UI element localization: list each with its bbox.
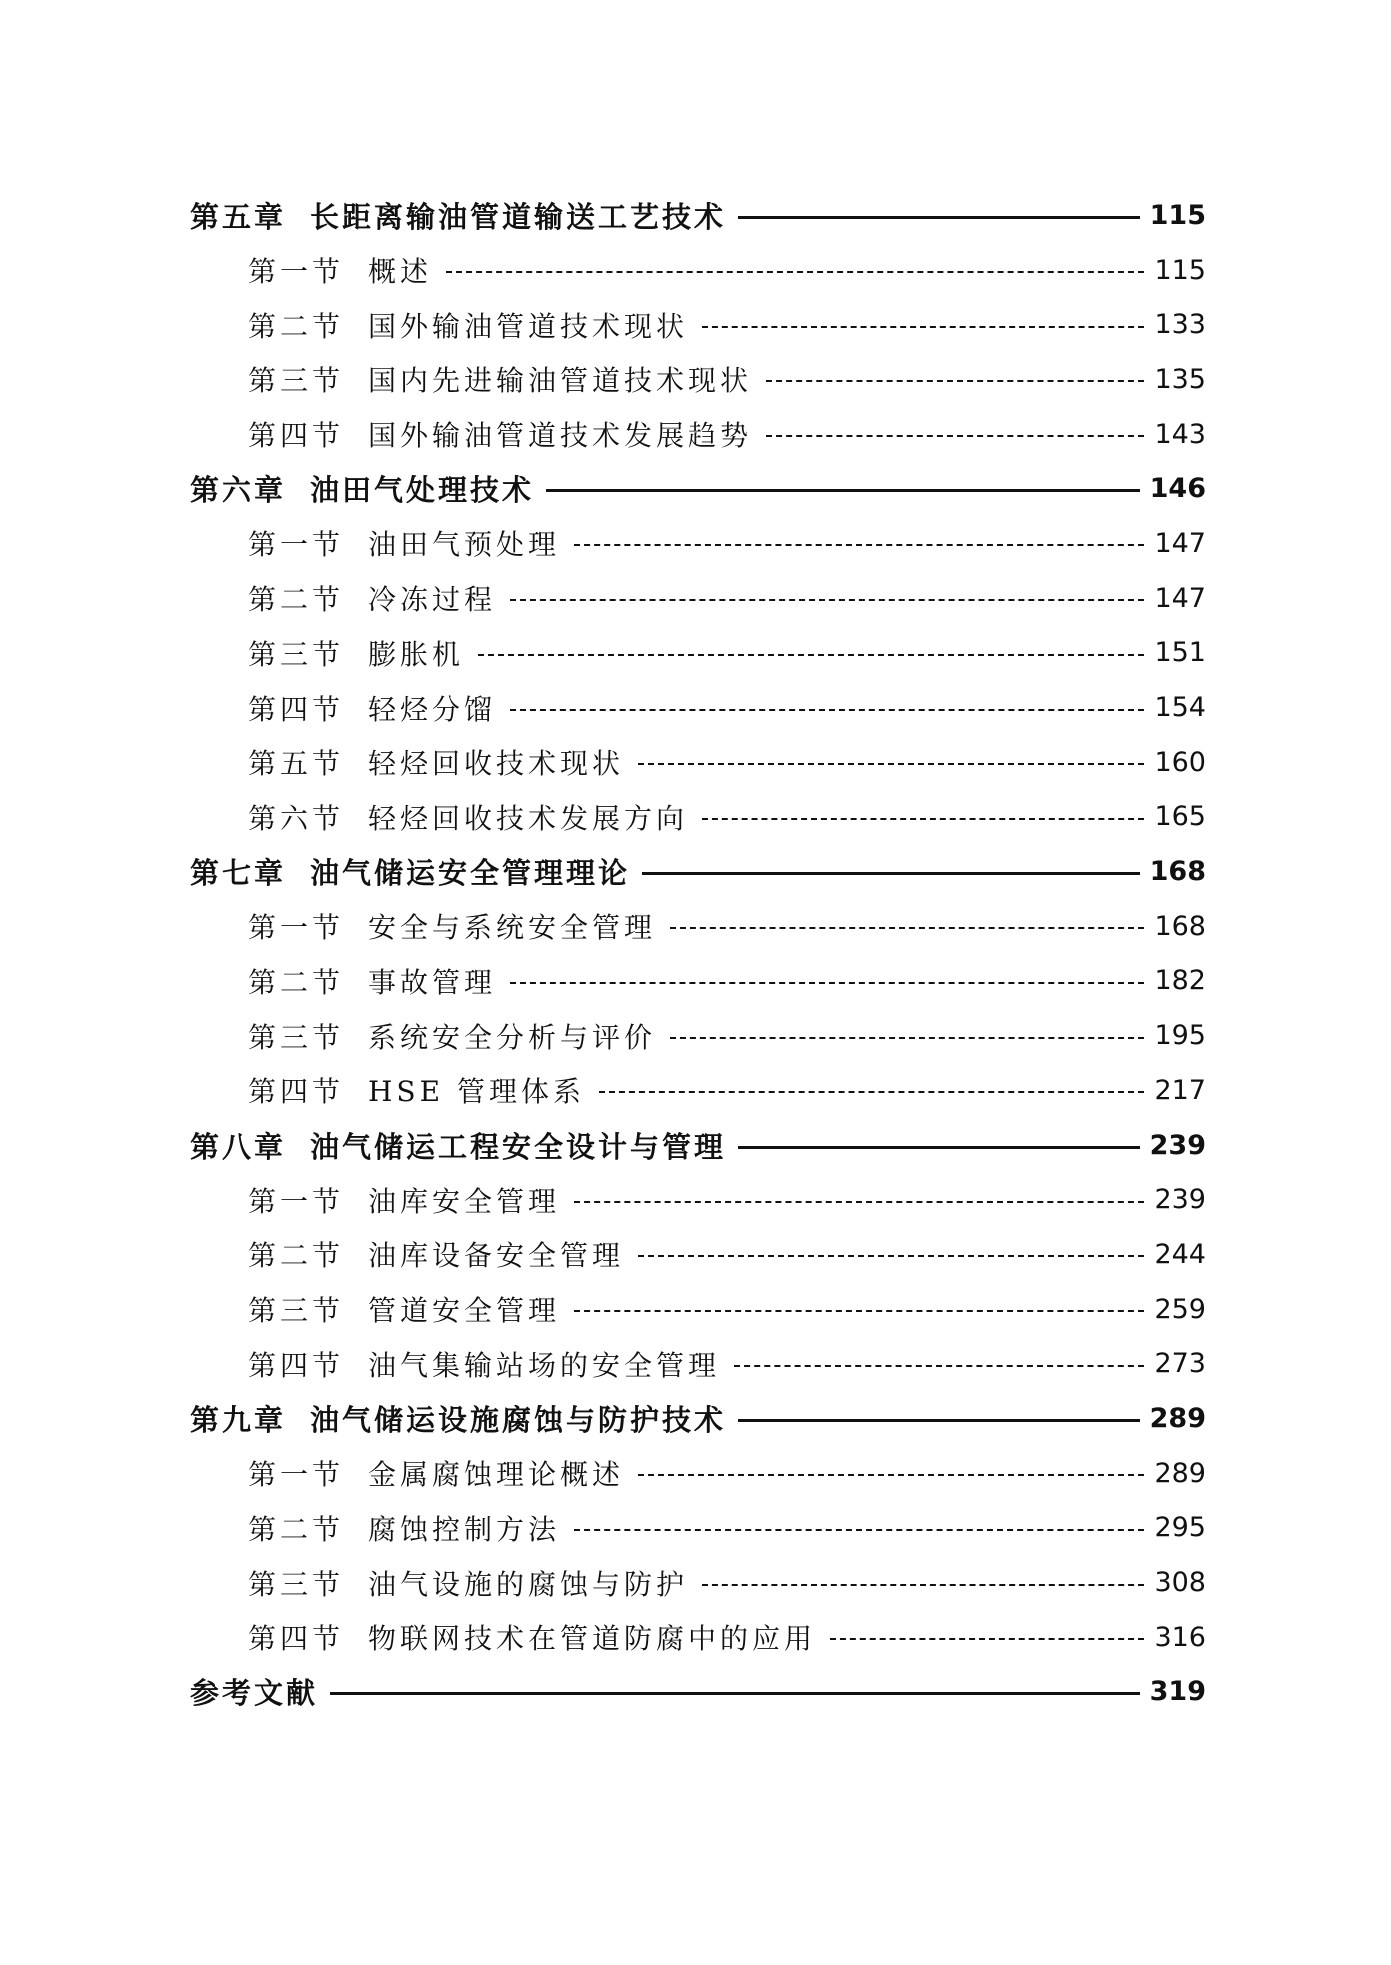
dot-leader bbox=[638, 763, 1144, 765]
toc-chapter-row[interactable] bbox=[190, 1391, 1206, 1446]
dot-leader bbox=[738, 1146, 1140, 1149]
chapter-number: 第九章 bbox=[190, 1402, 287, 1437]
toc-entry-label bbox=[248, 1453, 624, 1493]
section-number: 第二节 bbox=[248, 1239, 345, 1273]
section-title: 金属腐蚀理论概述 bbox=[368, 1458, 625, 1492]
section-number: 第三节 bbox=[248, 364, 345, 398]
dot-leader bbox=[670, 927, 1144, 929]
toc-section-row[interactable] bbox=[190, 352, 1206, 407]
toc-section-row[interactable] bbox=[190, 954, 1206, 1009]
page-number: 165 bbox=[1154, 801, 1206, 833]
dot-leader bbox=[642, 872, 1140, 875]
section-number: 第四节 bbox=[248, 419, 345, 453]
table-of-contents bbox=[190, 188, 1206, 1719]
section-number: 第二节 bbox=[248, 1512, 345, 1546]
page-number: 289 bbox=[1154, 1457, 1206, 1489]
page-number: 295 bbox=[1154, 1512, 1206, 1544]
section-title: 系统安全分析与评价 bbox=[368, 1020, 657, 1054]
page-number: 244 bbox=[1154, 1238, 1206, 1270]
toc-entry-label bbox=[190, 468, 534, 509]
toc-entry-label bbox=[248, 742, 624, 782]
page-number: 147 bbox=[1154, 527, 1206, 559]
page-number: 239 bbox=[1154, 1184, 1206, 1216]
toc-entry-label bbox=[248, 688, 496, 728]
toc-entry-label bbox=[248, 906, 656, 946]
page-number: 239 bbox=[1149, 1129, 1206, 1161]
section-number: 第二节 bbox=[248, 965, 345, 999]
toc-section-row[interactable] bbox=[190, 680, 1206, 735]
chapter-title: 油田气处理技术 bbox=[310, 473, 535, 508]
section-number: 第一节 bbox=[248, 255, 345, 289]
section-title: 事故管理 bbox=[368, 965, 497, 999]
section-number: 第五节 bbox=[248, 747, 345, 781]
toc-entry-label bbox=[248, 1180, 560, 1220]
dot-leader bbox=[546, 489, 1140, 492]
toc-section-row[interactable] bbox=[190, 571, 1206, 626]
section-number: 第三节 bbox=[248, 1294, 345, 1328]
page-number: 115 bbox=[1154, 254, 1206, 286]
toc-entry-label bbox=[248, 633, 464, 673]
toc-section-row[interactable] bbox=[190, 1063, 1206, 1118]
toc-chapter-row[interactable] bbox=[190, 844, 1206, 899]
toc-section-row[interactable] bbox=[190, 1446, 1206, 1501]
section-number: 第四节 bbox=[248, 692, 345, 726]
dot-leader bbox=[330, 1692, 1140, 1695]
dot-leader bbox=[734, 1365, 1144, 1367]
dot-leader bbox=[702, 326, 1144, 328]
toc-entry-label bbox=[248, 1234, 624, 1274]
toc-section-row[interactable] bbox=[190, 516, 1206, 571]
page-number: 316 bbox=[1154, 1621, 1206, 1653]
section-title: 概述 bbox=[368, 255, 433, 289]
toc-entry-label bbox=[190, 195, 726, 236]
section-title: 轻烃分馏 bbox=[368, 692, 497, 726]
section-number: 第三节 bbox=[248, 1567, 345, 1601]
dot-leader bbox=[510, 709, 1144, 711]
dot-leader bbox=[478, 654, 1144, 656]
page-number: 308 bbox=[1154, 1567, 1206, 1599]
page-number: 154 bbox=[1154, 692, 1206, 724]
toc-section-row[interactable] bbox=[190, 297, 1206, 352]
page-number: 182 bbox=[1154, 965, 1206, 997]
section-title: HSE 管理体系 bbox=[368, 1075, 585, 1109]
toc-section-row[interactable] bbox=[190, 407, 1206, 462]
toc-section-row[interactable] bbox=[190, 899, 1206, 954]
page-number: 217 bbox=[1154, 1074, 1206, 1106]
toc-entry-label bbox=[248, 1617, 816, 1657]
page-number: 168 bbox=[1149, 856, 1206, 888]
toc-entry-label bbox=[190, 1671, 318, 1712]
section-title: 油气集输站场的安全管理 bbox=[368, 1348, 721, 1382]
section-title: 腐蚀控制方法 bbox=[368, 1512, 561, 1546]
toc-section-row[interactable] bbox=[190, 790, 1206, 845]
page-number: 289 bbox=[1149, 1402, 1206, 1434]
chapter-number: 第八章 bbox=[190, 1129, 287, 1164]
toc-entry-label bbox=[248, 305, 688, 345]
section-title: 国外输油管道技术现状 bbox=[368, 309, 689, 343]
chapter-number: 第六章 bbox=[190, 473, 287, 508]
section-number: 第一节 bbox=[248, 1458, 345, 1492]
chapter-title: 长距离输油管道输送工艺技术 bbox=[310, 199, 727, 234]
toc-section-row[interactable] bbox=[190, 1555, 1206, 1610]
dot-leader bbox=[702, 1584, 1144, 1586]
section-number: 第四节 bbox=[248, 1348, 345, 1382]
dot-leader bbox=[446, 271, 1144, 273]
section-title: 轻烃回收技术发展方向 bbox=[368, 801, 689, 835]
chapter-title: 油气储运工程安全设计与管理 bbox=[310, 1129, 727, 1164]
dot-leader bbox=[670, 1037, 1144, 1039]
toc-entry-label bbox=[248, 961, 496, 1001]
toc-entry-label bbox=[248, 1289, 560, 1329]
section-title: 油库设备安全管理 bbox=[368, 1239, 625, 1273]
toc-entry-label bbox=[248, 1563, 688, 1603]
dot-leader bbox=[510, 599, 1144, 601]
toc-entry-label bbox=[248, 359, 752, 399]
toc-section-row[interactable] bbox=[190, 1501, 1206, 1556]
section-number: 第二节 bbox=[248, 583, 345, 617]
section-number: 第一节 bbox=[248, 1184, 345, 1218]
references-title: 参考文献 bbox=[190, 1676, 319, 1711]
page-number: 168 bbox=[1154, 910, 1206, 942]
section-number: 第二节 bbox=[248, 309, 345, 343]
toc-entry-label bbox=[248, 797, 688, 837]
dot-leader bbox=[574, 544, 1144, 546]
page-number: 160 bbox=[1154, 746, 1206, 778]
toc-entry-label bbox=[248, 250, 432, 290]
section-title: 冷冻过程 bbox=[368, 583, 497, 617]
section-title: 轻烃回收技术现状 bbox=[368, 747, 625, 781]
dot-leader bbox=[574, 1310, 1144, 1312]
section-number: 第三节 bbox=[248, 1020, 345, 1054]
toc-entry-label bbox=[248, 1070, 585, 1110]
section-title: 管道安全管理 bbox=[368, 1294, 561, 1328]
dot-leader bbox=[738, 1419, 1140, 1422]
toc-entry-label bbox=[190, 1398, 726, 1439]
toc-section-row[interactable] bbox=[190, 1227, 1206, 1282]
toc-entry-label bbox=[248, 1344, 720, 1384]
section-title: 国内先进输油管道技术现状 bbox=[368, 364, 753, 398]
toc-section-row[interactable] bbox=[190, 1610, 1206, 1665]
section-title: 国外输油管道技术发展趋势 bbox=[368, 419, 753, 453]
toc-entry-label bbox=[190, 1125, 726, 1166]
section-number: 第一节 bbox=[248, 911, 345, 945]
toc-entry-label bbox=[248, 1508, 560, 1548]
chapter-number: 第五章 bbox=[190, 199, 287, 234]
page-number: 146 bbox=[1149, 473, 1206, 505]
section-title: 安全与系统安全管理 bbox=[368, 911, 657, 945]
dot-leader bbox=[574, 1201, 1144, 1203]
toc-section-row[interactable] bbox=[190, 1172, 1206, 1227]
section-number: 第一节 bbox=[248, 528, 345, 562]
toc-entry-label bbox=[248, 414, 752, 454]
toc-section-row[interactable] bbox=[190, 1282, 1206, 1337]
toc-entry-label bbox=[248, 1016, 656, 1056]
toc-section-row[interactable] bbox=[190, 1008, 1206, 1063]
section-title: 油气设施的腐蚀与防护 bbox=[368, 1567, 689, 1601]
section-number: 第四节 bbox=[248, 1075, 345, 1109]
section-title: 油库安全管理 bbox=[368, 1184, 561, 1218]
dot-leader bbox=[766, 435, 1144, 437]
toc-references-row[interactable] bbox=[190, 1665, 1206, 1720]
toc-section-row[interactable] bbox=[190, 626, 1206, 681]
toc-chapter-row[interactable] bbox=[190, 1118, 1206, 1173]
page-number: 135 bbox=[1154, 363, 1206, 395]
page-number: 259 bbox=[1154, 1293, 1206, 1325]
dot-leader bbox=[702, 818, 1144, 820]
chapter-title: 油气储运安全管理理论 bbox=[310, 856, 631, 891]
toc-section-row[interactable] bbox=[190, 735, 1206, 790]
page-number: 115 bbox=[1149, 199, 1206, 231]
dot-leader bbox=[638, 1474, 1144, 1476]
toc-section-row[interactable] bbox=[190, 1336, 1206, 1391]
toc-chapter-row[interactable] bbox=[190, 188, 1206, 243]
page-number: 273 bbox=[1154, 1348, 1206, 1380]
chapter-number: 第七章 bbox=[190, 856, 287, 891]
dot-leader bbox=[638, 1255, 1144, 1257]
dot-leader bbox=[510, 982, 1144, 984]
page-number: 133 bbox=[1154, 309, 1206, 341]
chapter-title: 油气储运设施腐蚀与防护技术 bbox=[310, 1402, 727, 1437]
page-number: 195 bbox=[1154, 1020, 1206, 1052]
toc-chapter-row[interactable] bbox=[190, 461, 1206, 516]
toc-entry-label bbox=[190, 851, 630, 892]
toc-entry-label bbox=[248, 523, 560, 563]
dot-leader bbox=[599, 1091, 1144, 1093]
section-title: 油田气预处理 bbox=[368, 528, 561, 562]
section-number: 第四节 bbox=[248, 1622, 345, 1656]
page-number: 143 bbox=[1154, 418, 1206, 450]
section-number: 第六节 bbox=[248, 801, 345, 835]
dot-leader bbox=[738, 216, 1140, 219]
section-title: 物联网技术在管道防腐中的应用 bbox=[368, 1622, 817, 1656]
section-title: 膨胀机 bbox=[368, 637, 465, 671]
toc-section-row[interactable] bbox=[190, 243, 1206, 298]
dot-leader bbox=[574, 1529, 1144, 1531]
dot-leader bbox=[766, 380, 1144, 382]
page-number: 151 bbox=[1154, 637, 1206, 669]
page-number: 147 bbox=[1154, 582, 1206, 614]
dot-leader bbox=[830, 1638, 1144, 1640]
page-number: 319 bbox=[1149, 1676, 1206, 1708]
toc-entry-label bbox=[248, 578, 496, 618]
section-number: 第三节 bbox=[248, 637, 345, 671]
